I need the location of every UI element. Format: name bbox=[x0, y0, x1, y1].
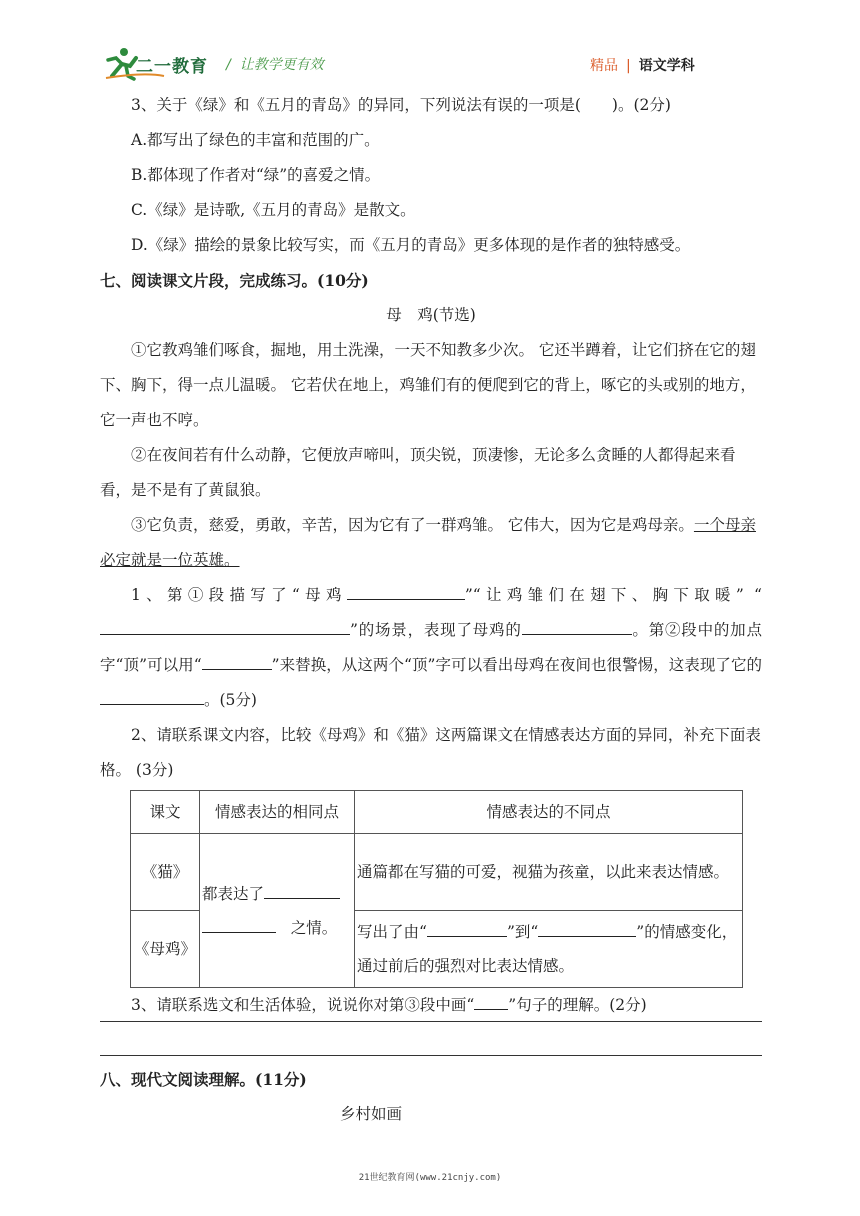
blank-diff-2[interactable] bbox=[538, 920, 636, 937]
blank-diff-1[interactable] bbox=[427, 920, 507, 937]
passage-title: 母 鸡(节选) bbox=[386, 306, 476, 324]
footer-watermark: 21世纪教育网(www.21cnjy.com) bbox=[358, 1173, 502, 1183]
blank-4[interactable] bbox=[202, 653, 272, 670]
q3-option-a: A.都写出了绿色的丰富和范围的广。 bbox=[131, 131, 380, 149]
comparison-table bbox=[130, 790, 743, 988]
q1-text: 1、第①段描写了“母鸡 ”“让鸡雏们在翅下、胸下取暖” “”的场景，表现了母鸡的 。第②段中的加点字“顶”可以用“ ”来替换，从这两个“顶”字可以看出母鸡在夜间也很警惕，这表现了它的。(5分) bbox=[100, 578, 762, 718]
blank-3[interactable] bbox=[522, 618, 632, 635]
blank-underline-sample bbox=[474, 993, 508, 1010]
passage-para-2: ②在夜间若有什么动静，它便放声啼叫，顶尖锐，顶凄惨，无论多么贪睡的人都得起来看看，是不是有了黄鼠狼。 bbox=[100, 446, 736, 499]
section8-heading: 八、现代文阅读理解。(11分) bbox=[100, 1070, 307, 1089]
underlined-sentence: 一个母亲必定就是一位英雄。 bbox=[100, 516, 756, 569]
blank-1[interactable] bbox=[347, 583, 465, 600]
answer-line-1[interactable] bbox=[100, 1021, 762, 1022]
slogan: / 让教学更有效 bbox=[226, 57, 324, 73]
blank-2[interactable] bbox=[100, 618, 350, 635]
passage-para-3: ③它负责，慈爱，勇敢，辛苦，因为它有了一群鸡雏。 它伟大，因为它是鸡母亲。一个母亲必定就是一位英雄。 bbox=[100, 516, 756, 569]
diff-hen: 写出了由“ ”到“ ”的情感变化，通过前后的强烈对比表达情感。 bbox=[355, 911, 743, 988]
document-body bbox=[100, 88, 762, 1023]
row-name-hen: 《母鸡》 bbox=[131, 911, 200, 988]
table-header-diff: 情感表达的不同点 bbox=[355, 791, 743, 834]
q3-stem: 3、关于《绿》和《五月的青岛》的异同，下列说法有误的一项是( )。(2分) bbox=[131, 96, 671, 114]
blank-same-2[interactable] bbox=[202, 916, 276, 933]
row-name-cat: 《猫》 bbox=[131, 834, 200, 911]
section7-heading: 七、阅读课文片段，完成练习。(10分) bbox=[100, 271, 369, 290]
quality-badge: 精品 bbox=[590, 58, 618, 74]
q3-understanding: 3、请联系选文和生活体验，说说你对第③段中画“ ”句子的理解。(2分) bbox=[100, 988, 762, 1023]
passage-para-1: ①它教鸡雏们啄食，掘地，用土洗澡，一天不知教多少次。 它还半蹲着，让它们挤在它的翅下、胸下，得一点儿温暖。 它若伏在地上，鸡雏们有的便爬到它的背上，啄它的头或别的地方，它一声也不哼。 bbox=[100, 341, 756, 429]
page-header bbox=[0, 0, 860, 90]
q3-option-b: B.都体现了作者对“绿”的喜爱之情。 bbox=[131, 166, 381, 184]
diff-cat: 通篇都在写猫的可爱，视猫为孩童，以此来表达情感。 bbox=[355, 834, 743, 911]
answer-line-2[interactable] bbox=[100, 1055, 762, 1056]
same-point-cell[interactable]: 都表达了 之情。 bbox=[200, 834, 355, 988]
q2-stem: 2、请联系课文内容，比较《母鸡》和《猫》这两篇课文在情感表达方面的异同，补充下面表格。 (3分) bbox=[100, 726, 761, 779]
blank-5[interactable] bbox=[100, 688, 204, 705]
table-header-same: 情感表达的相同点 bbox=[200, 791, 355, 834]
blank-same-1[interactable] bbox=[264, 882, 340, 899]
q3-option-d: D.《绿》描绘的景象比较写实，而《五月的青岛》更多体现的是作者的独特感受。 bbox=[131, 236, 691, 254]
q3-option-c: C.《绿》是诗歌,《五月的青岛》是散文。 bbox=[131, 201, 416, 219]
subject-label: 语文学科 bbox=[638, 58, 695, 74]
table-header-text: 课文 bbox=[131, 791, 200, 834]
logo-text: 二一教育 bbox=[136, 57, 208, 77]
section8-title: 乡村如画 bbox=[340, 1105, 403, 1123]
header-subject: 精品 | 语文学科 bbox=[590, 58, 695, 74]
